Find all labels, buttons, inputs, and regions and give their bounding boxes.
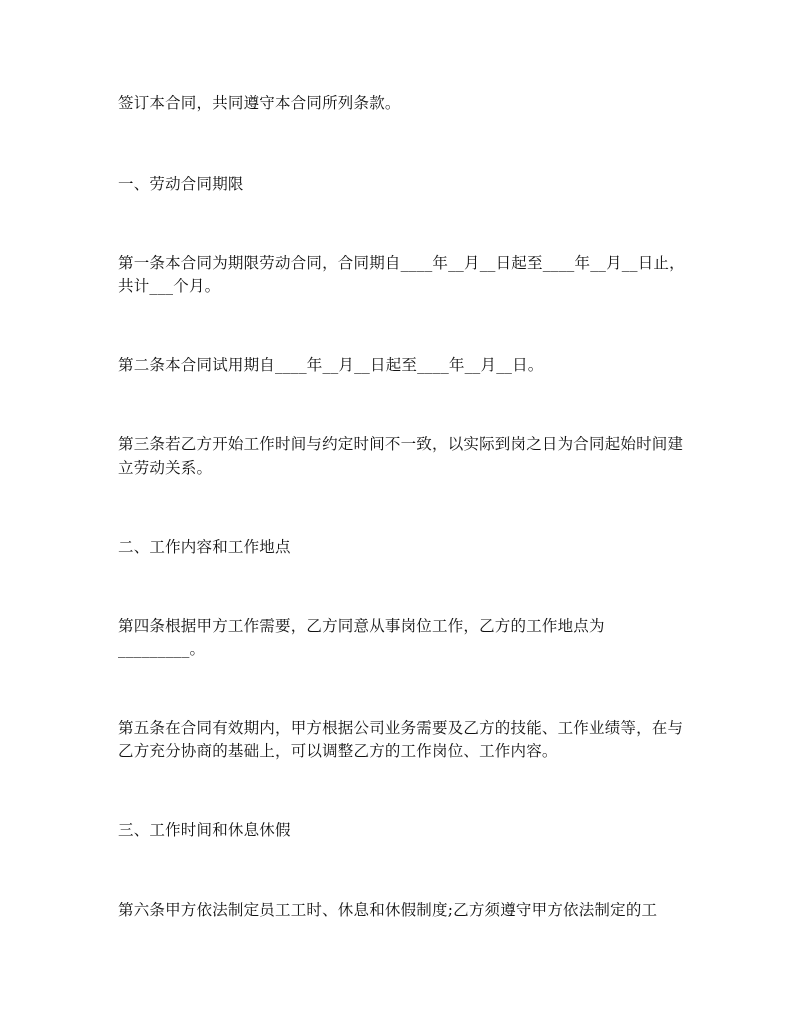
article-5-line-1: 第五条在合同有效期内，甲方根据公司业务需要及乙方的技能、工作业绩等，在与 bbox=[118, 719, 684, 737]
article-4-line-2: _________。 bbox=[118, 640, 206, 658]
article-2: 第二条本合同试用期自____年__月__日起至____年__月__日。 bbox=[118, 356, 544, 374]
article-1-line-1: 第一条本合同为期限劳动合同，合同期自____年__月__日起至____年__月__日止， bbox=[118, 254, 685, 272]
text-line-signing: 签订本合同，共同遵守本合同所列条款。 bbox=[118, 94, 401, 112]
article-5-line-2: 乙方充分协商的基础上，可以调整乙方的工作岗位、工作内容。 bbox=[118, 742, 558, 760]
section-heading-work-hours: 三、工作时间和休息休假 bbox=[118, 821, 291, 839]
section-heading-work-content: 二、工作内容和工作地点 bbox=[118, 538, 291, 556]
article-4-line-1: 第四条根据甲方工作需要，乙方同意从事岗位工作，乙方的工作地点为 bbox=[118, 617, 605, 635]
section-heading-contract-term: 一、劳动合同期限 bbox=[118, 175, 244, 193]
article-1-line-2: 共计___个月。 bbox=[118, 277, 221, 295]
article-3-line-2: 立劳动关系。 bbox=[118, 459, 213, 477]
article-6-line-1: 第六条甲方依法制定员工工时、休息和休假制度;乙方须遵守甲方依法制定的工 bbox=[118, 901, 658, 919]
article-3-line-1: 第三条若乙方开始工作时间与约定时间不一致，以实际到岗之日为合同起始时间建 bbox=[118, 435, 684, 453]
